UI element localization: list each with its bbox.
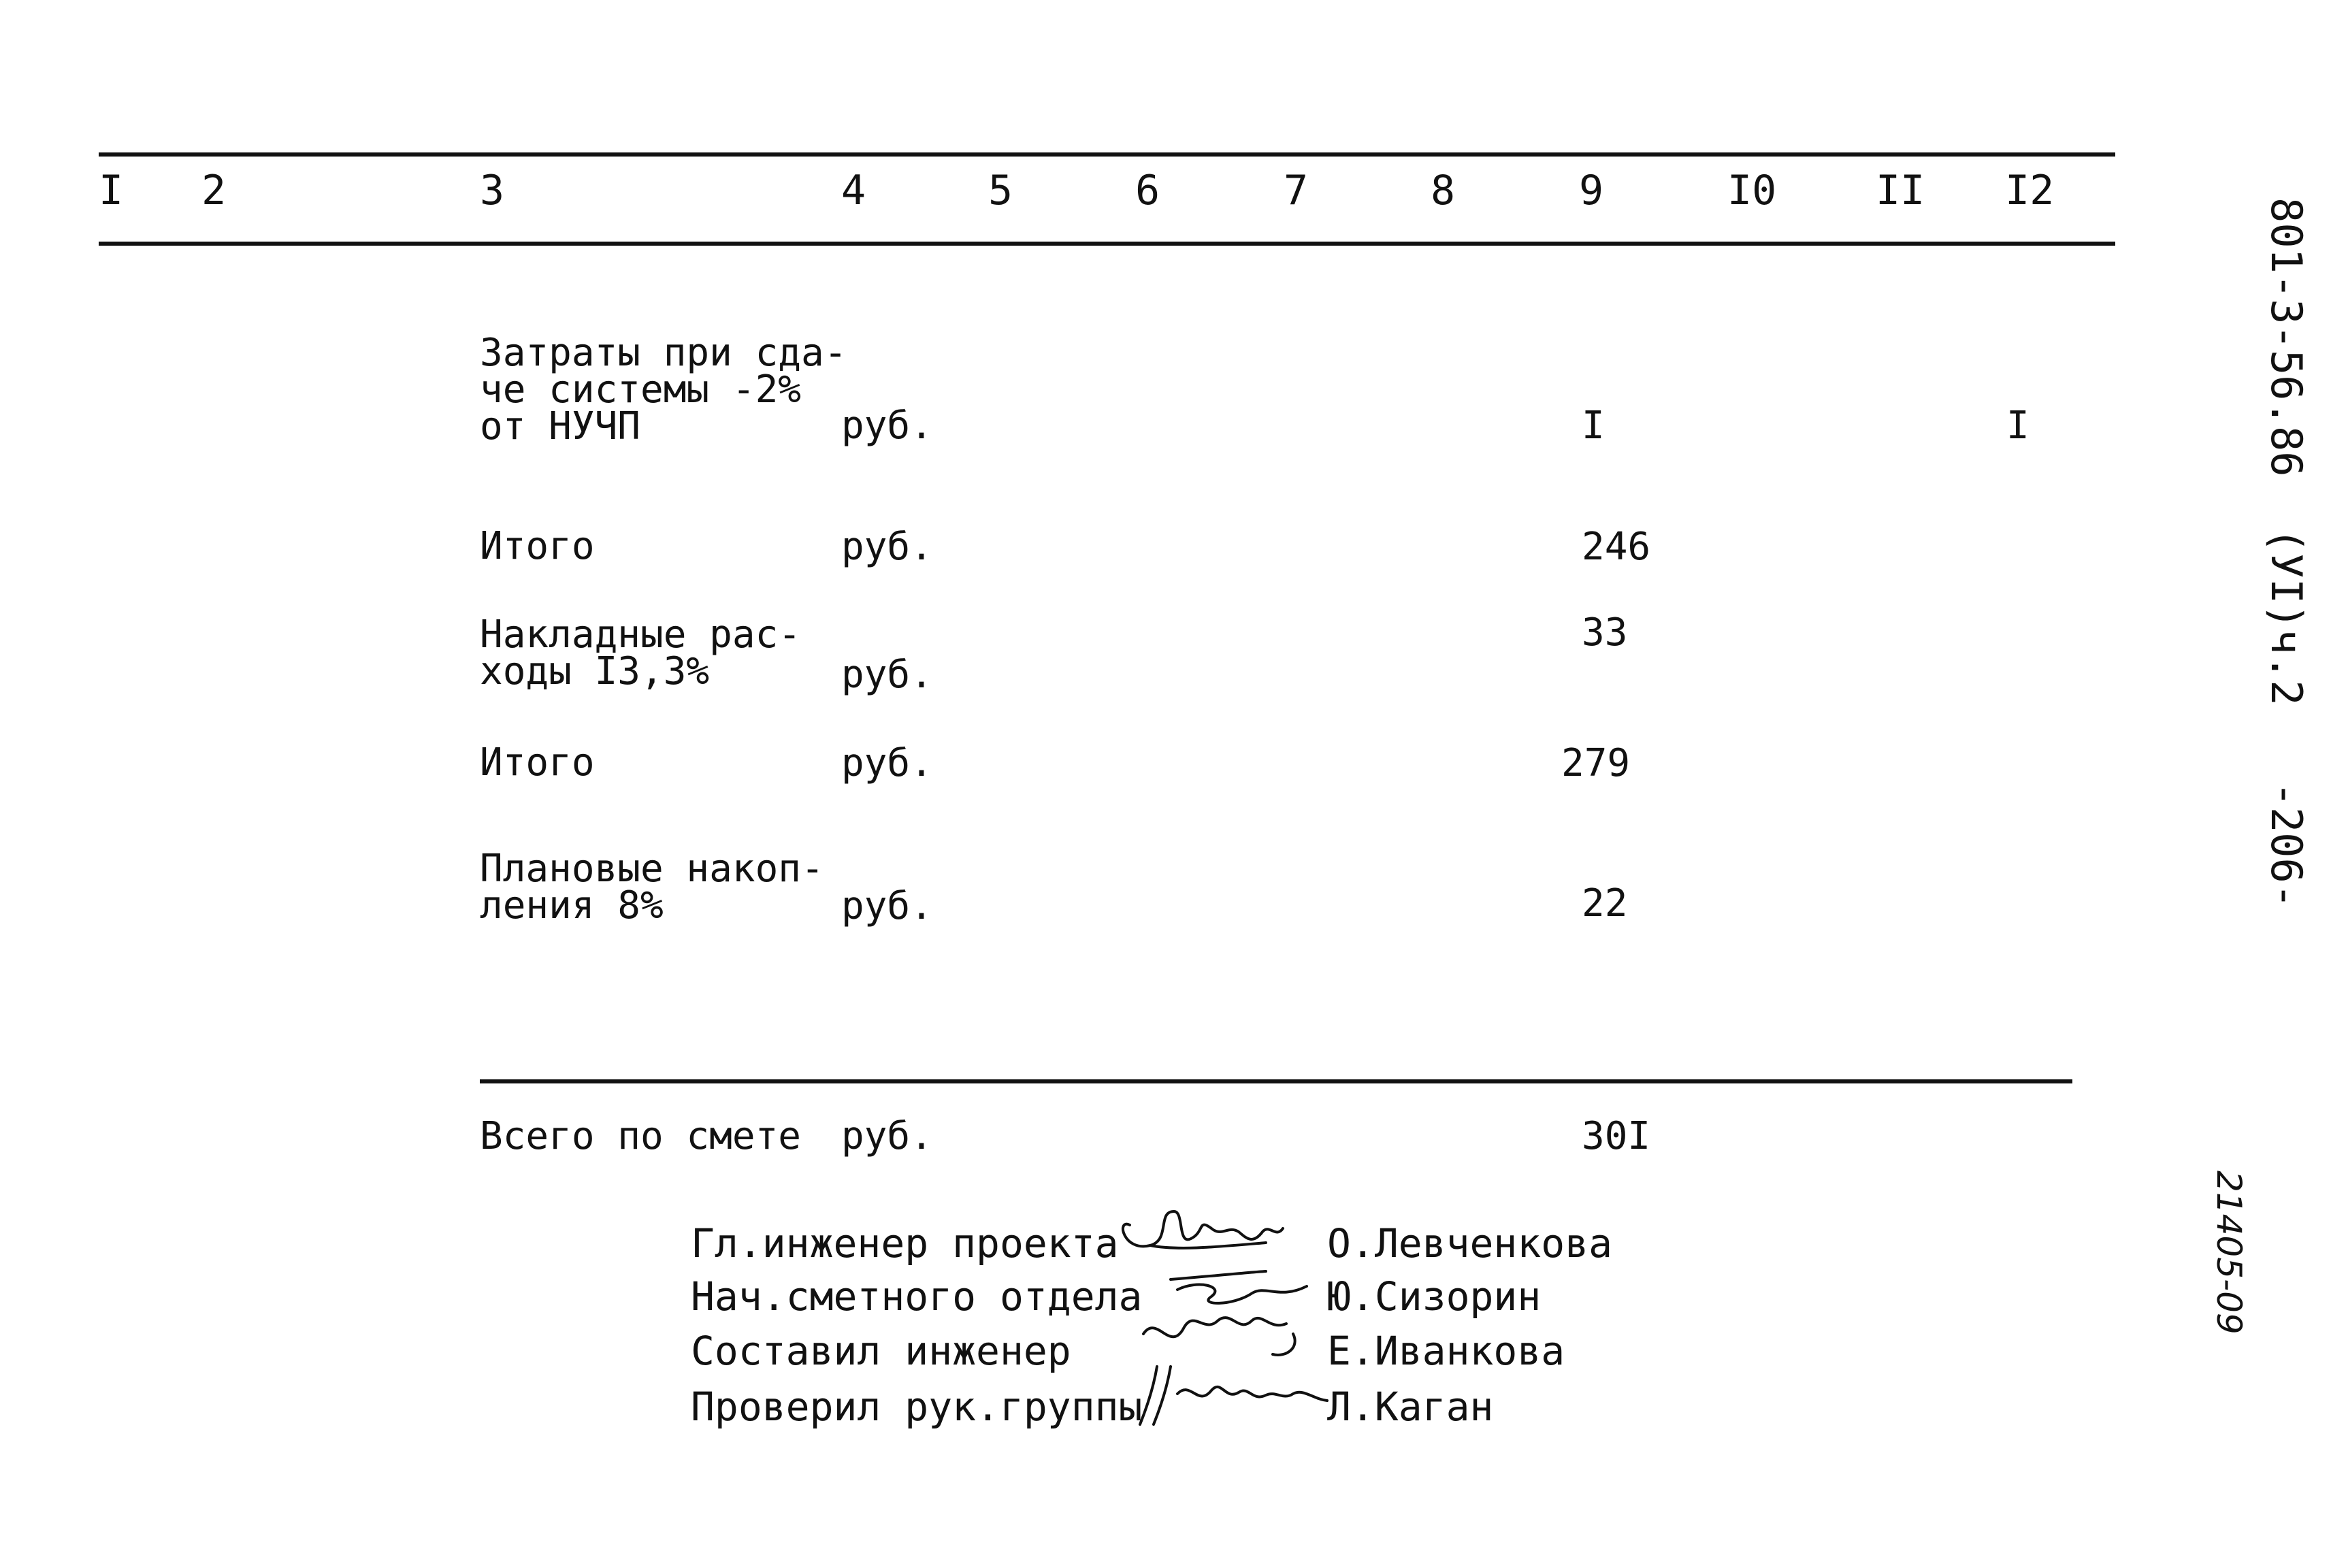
row-col9-value: 22 — [1582, 881, 1628, 926]
column-number: 8 — [1431, 167, 1456, 214]
column-number: II — [1876, 167, 1925, 214]
header-top-rule — [99, 152, 2115, 157]
column-number: 4 — [841, 167, 866, 214]
row-label: Итого — [480, 524, 595, 568]
row-col9-value: 279 — [1561, 741, 1631, 785]
column-number: 3 — [480, 167, 505, 214]
total-label: Всего по смете — [480, 1114, 802, 1158]
column-number: I2 — [2005, 167, 2055, 214]
row-col9-value: I — [1582, 404, 1605, 448]
header-bottom-rule — [99, 242, 2115, 246]
inventory-number-stamp: 21405-09 — [2209, 1171, 2249, 1335]
total-rule — [480, 1079, 2072, 1083]
row-col12-value: I — [2006, 404, 2030, 448]
row-col9-value: 33 — [1582, 610, 1628, 655]
row-unit: руб. — [841, 884, 933, 928]
handwritten-signature — [1130, 1252, 1320, 1361]
total-unit: руб. — [841, 1114, 933, 1158]
total-col9-value: 30I — [1582, 1114, 1651, 1158]
column-number: 7 — [1284, 167, 1309, 214]
column-number: 2 — [201, 167, 227, 214]
document-code: 801-3-56.86 (УI)ч.2 -206- — [2262, 197, 2311, 909]
column-number: I0 — [1727, 167, 1777, 214]
signature-role: Гл.инженер проекта — [691, 1220, 1119, 1267]
signature-name: Ю.Сизорин — [1327, 1273, 1542, 1320]
row-unit: руб. — [841, 741, 933, 785]
row-label: Плановые накоп- ления 8% — [480, 847, 824, 928]
row-label: Накладные рас- ходы I3,3% — [480, 612, 802, 693]
column-number: 6 — [1135, 167, 1160, 214]
column-number: 9 — [1579, 167, 1604, 214]
row-unit: руб. — [841, 653, 933, 697]
handwritten-signature — [1130, 1360, 1327, 1428]
signature-role: Нач.сметного отдела — [691, 1273, 1143, 1320]
row-label: Итого — [480, 740, 595, 785]
column-number: I — [99, 167, 124, 214]
signature-name: Е.Иванкова — [1327, 1328, 1565, 1374]
signature-role: Проверил рук.группы — [691, 1384, 1143, 1430]
row-col9-value: 246 — [1582, 525, 1651, 569]
row-unit: руб. — [841, 525, 933, 569]
row-unit: руб. — [841, 404, 933, 448]
signature-name: О.Левченкова — [1327, 1220, 1613, 1267]
signature-name: Л.Каган — [1327, 1384, 1494, 1430]
signature-role: Составил инженер — [691, 1328, 1071, 1374]
row-label: Затраты при сда- че системы -2% от НУЧП — [480, 331, 847, 448]
column-number: 5 — [988, 167, 1013, 214]
